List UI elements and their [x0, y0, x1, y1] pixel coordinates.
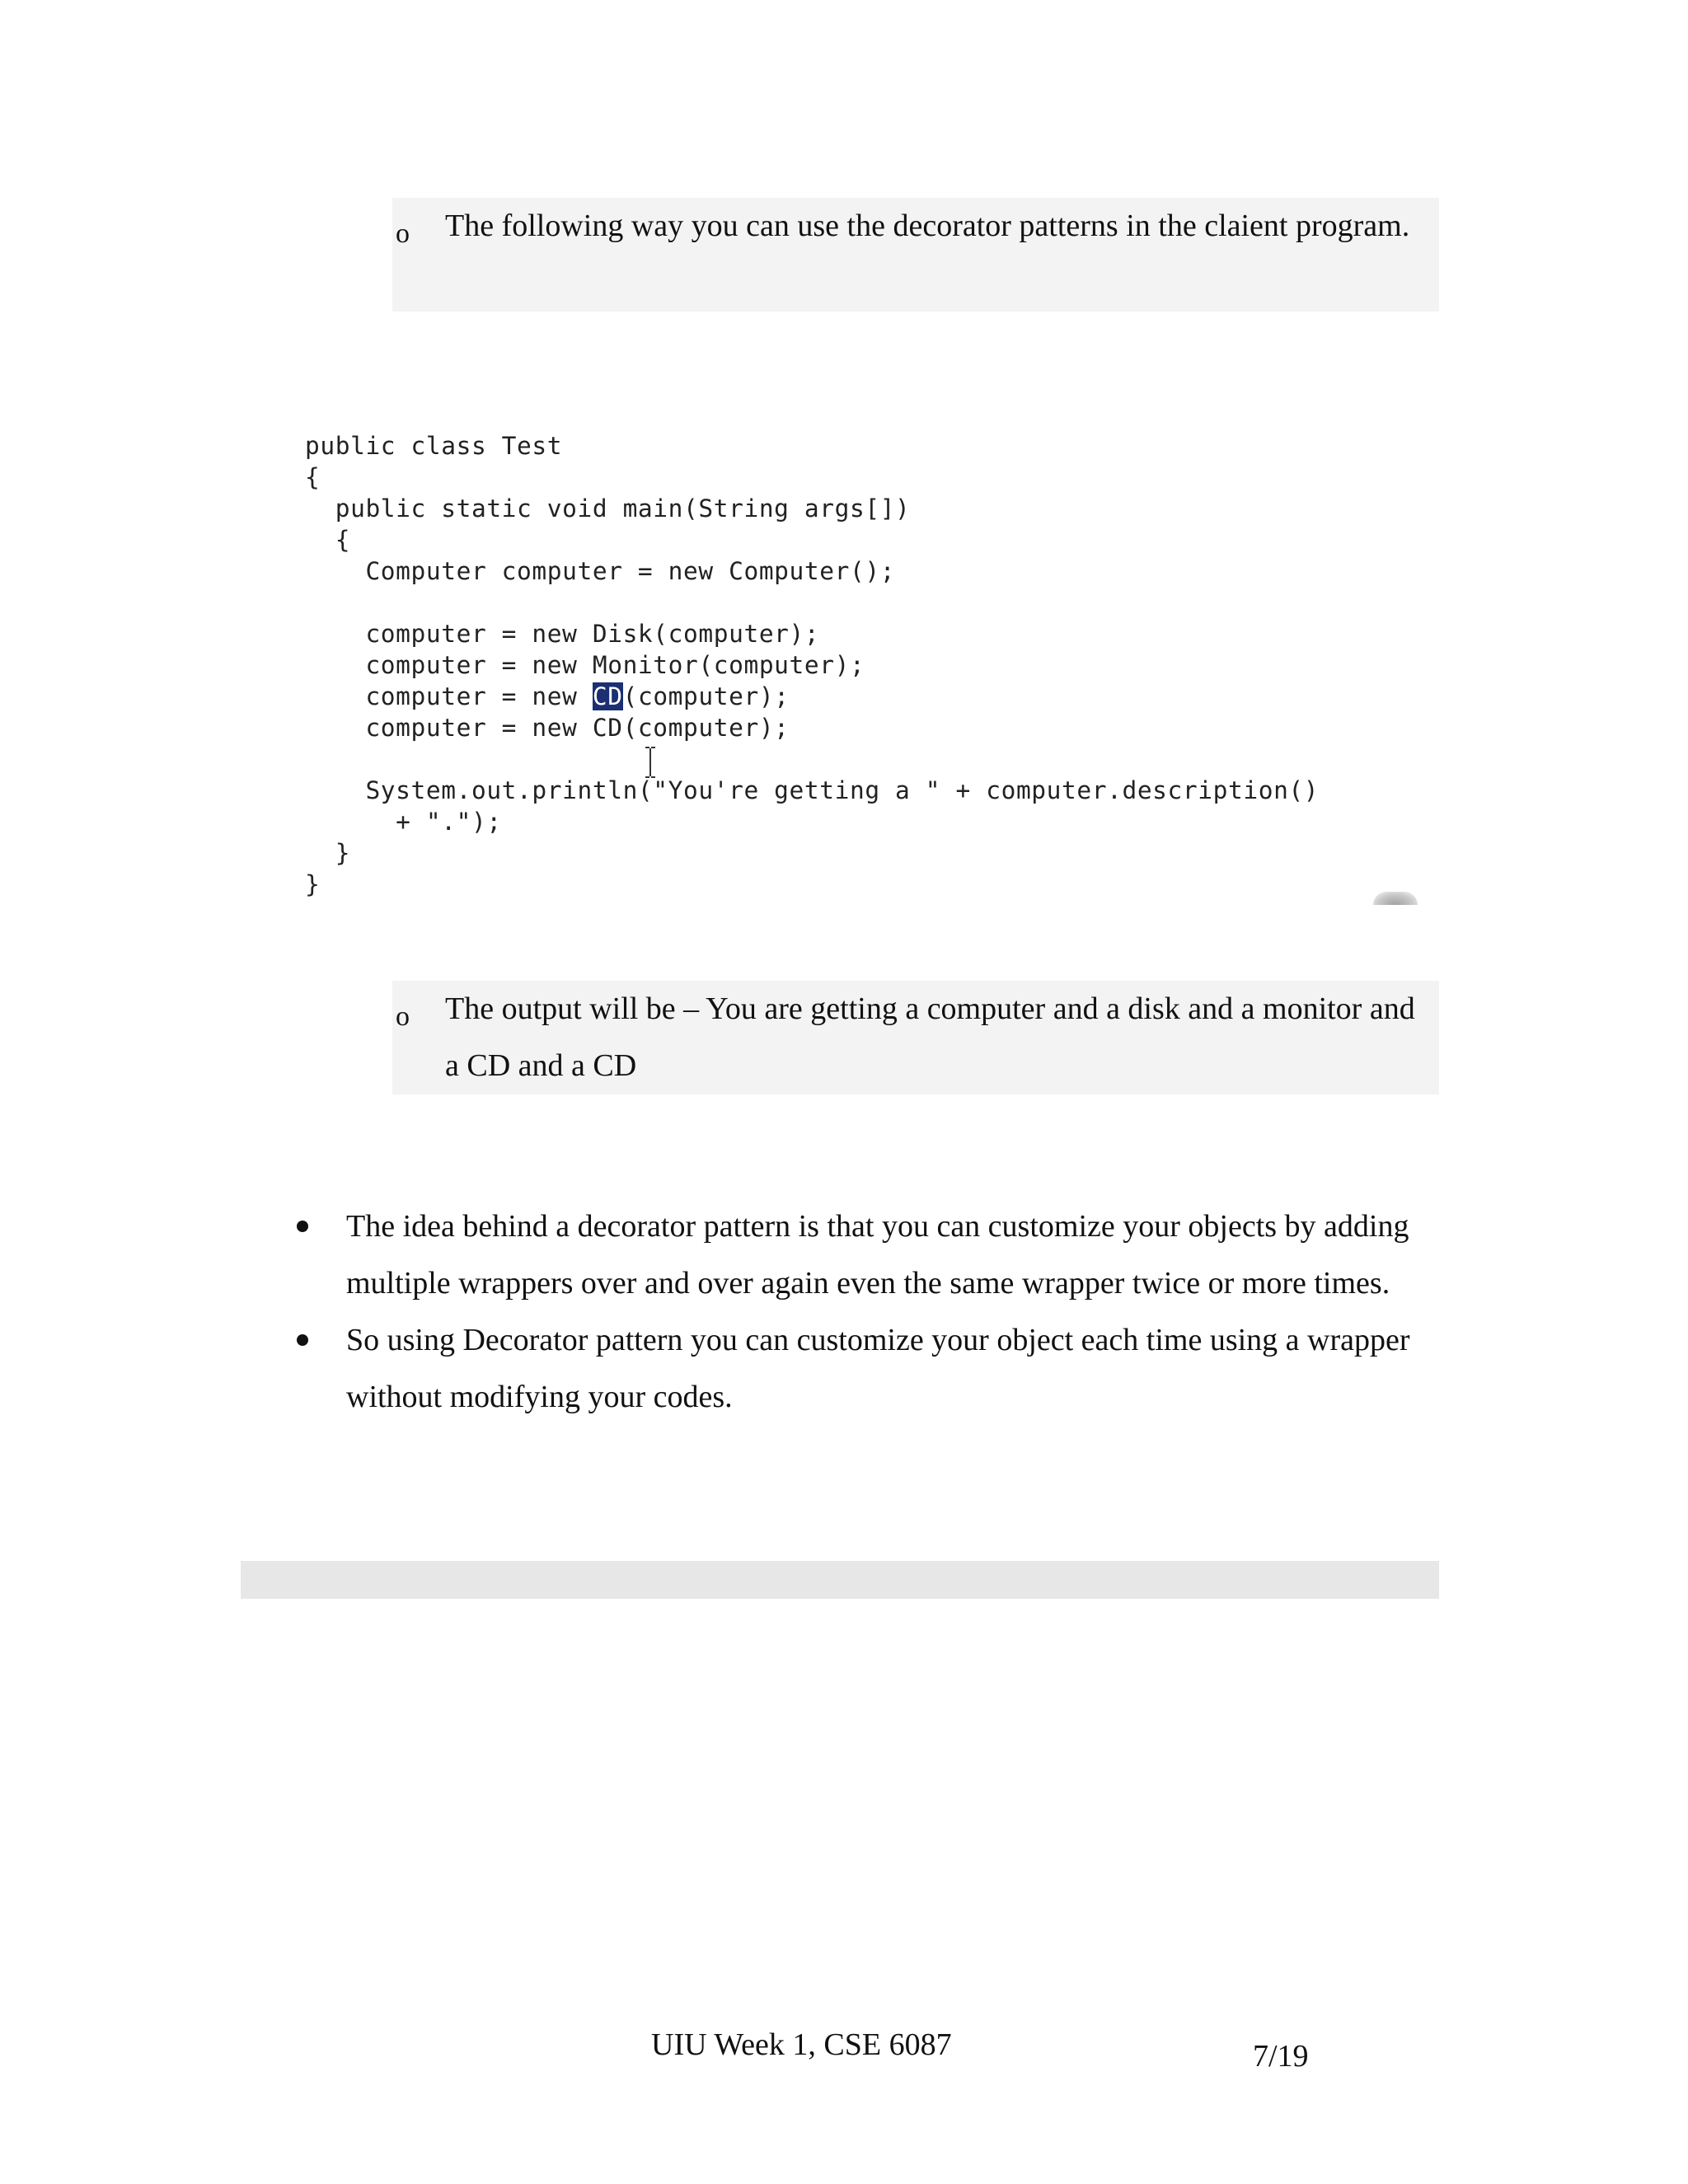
code-line-suffix: (computer); [622, 682, 790, 710]
code-line: computer = new CD(computer); [305, 714, 790, 742]
list-item [297, 1312, 1418, 1426]
code-line: } [305, 839, 351, 867]
bullet-dot-icon [297, 1334, 308, 1346]
subbullet-marker: o [396, 1001, 410, 1032]
code-line: Computer computer = new Computer(); [305, 557, 896, 585]
code-line: System.out.println("You're getting a " + computer.description() [305, 776, 1320, 804]
code-line: + "."); [305, 808, 502, 836]
subbullet-intro-text: The following way you can use the decorator patterns in the claient program. [445, 209, 1410, 243]
subbullet-marker: o [396, 218, 410, 249]
subbullet-output-text: The output will be – You are getting a computer and a disk and a monitor and a CD and a CD [445, 991, 1415, 1083]
bullet-text: The idea behind a decorator pattern is that you can customize your objects by adding multiple wrappers over and over again even the same wrapper twice or more times. [346, 1209, 1409, 1301]
text-cursor-icon [643, 746, 658, 779]
code-line-prefix: computer = new [305, 682, 593, 710]
code-line: computer = new Disk(computer); [305, 620, 820, 648]
code-line: { [305, 526, 351, 554]
code-line: } [305, 870, 321, 898]
subbullet-intro [392, 198, 1439, 312]
bullet-text: So using Decorator pattern you can customize your object each time using a wrapper without modifying your codes. [346, 1323, 1410, 1414]
section-divider [241, 1561, 1439, 1599]
page-number: 7/19 [1253, 2039, 1309, 2074]
bullet-list [297, 1198, 1418, 1426]
code-line: { [305, 463, 321, 491]
subbullet-output [392, 981, 1439, 1094]
code-line: computer = new Monitor(computer); [305, 651, 865, 679]
bullet-dot-icon [297, 1221, 308, 1232]
footer-course: UIU Week 1, CSE 6087 [651, 2027, 952, 2062]
list-item [297, 1198, 1418, 1312]
code-line: public static void main(String args[]) [305, 494, 911, 523]
code-line: public class Test [305, 432, 563, 460]
code-screenshot [305, 430, 1459, 908]
corner-shadow-icon [1373, 892, 1418, 905]
code-line-highlighted [305, 681, 790, 712]
selected-text[interactable]: CD [592, 682, 623, 710]
